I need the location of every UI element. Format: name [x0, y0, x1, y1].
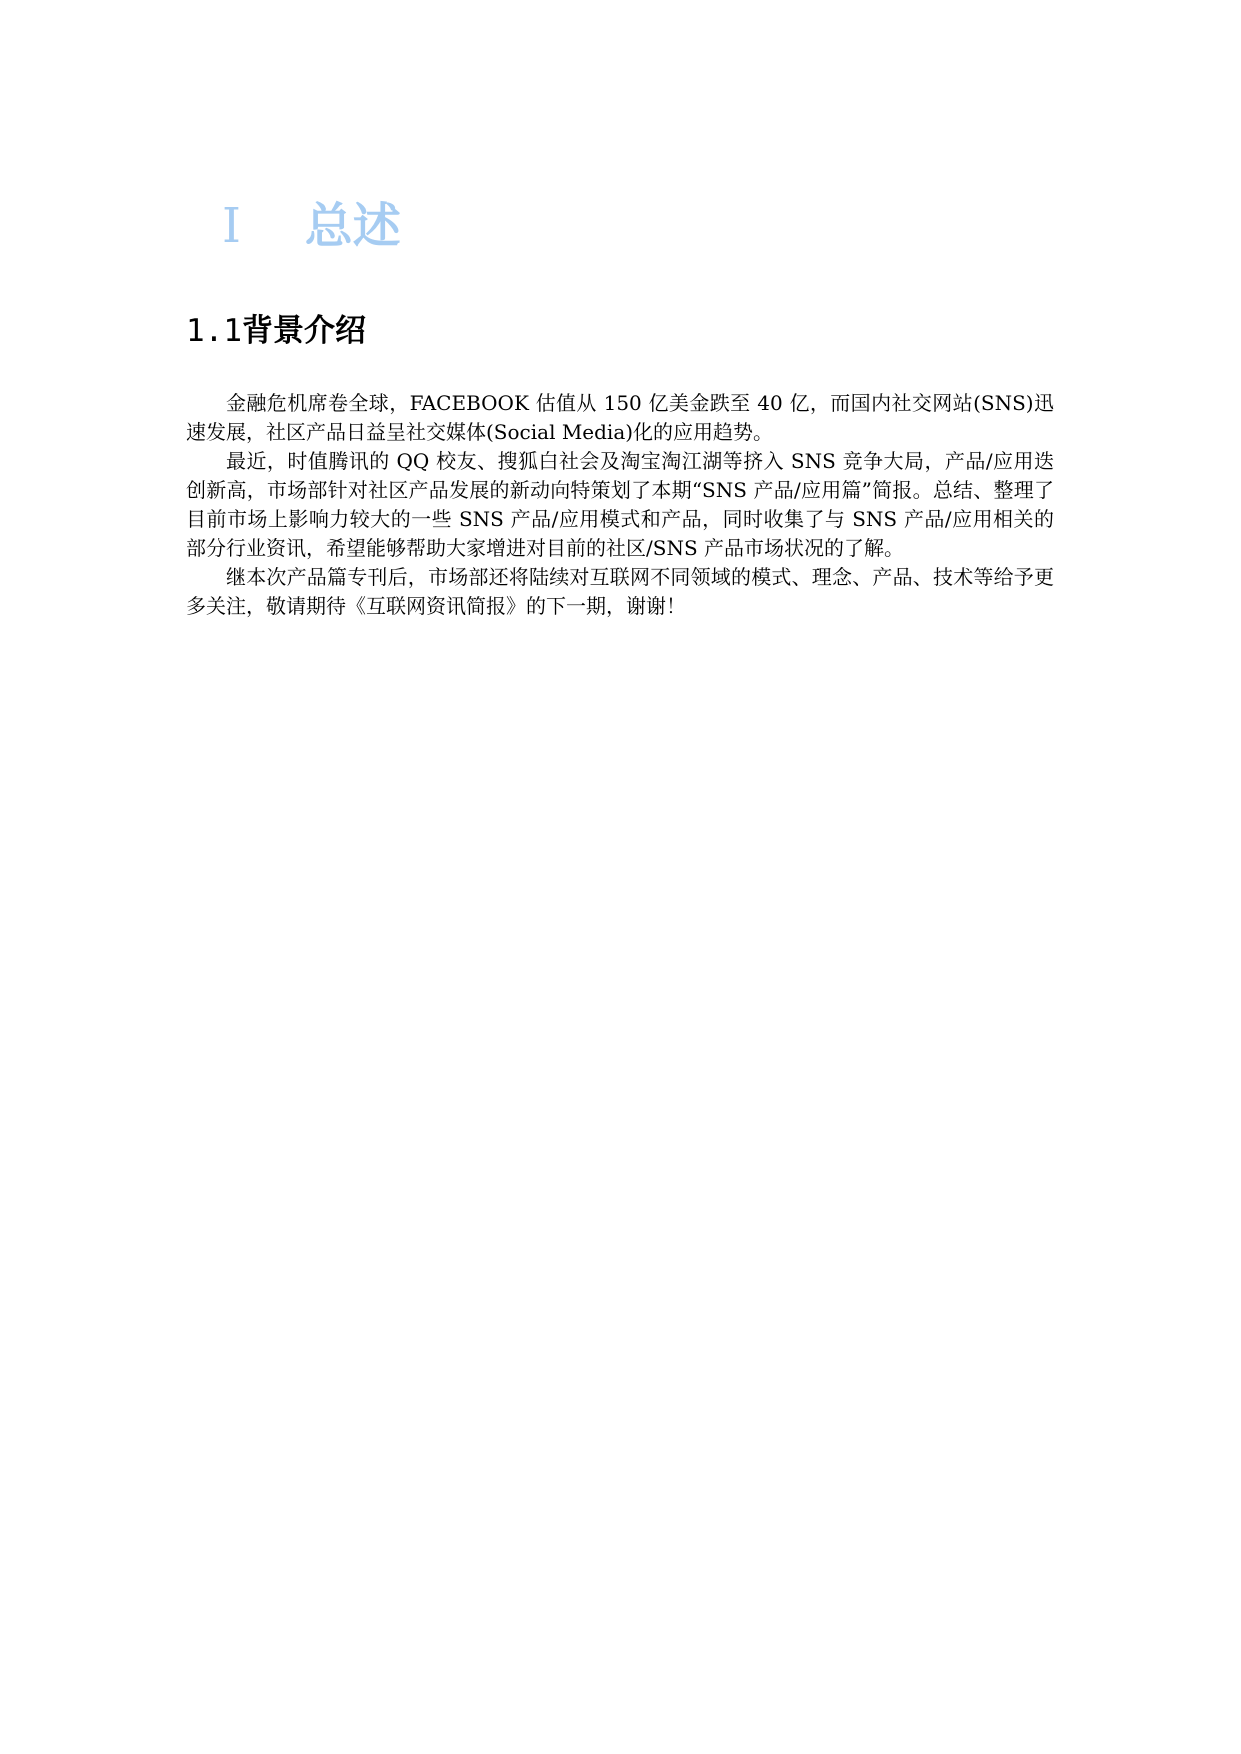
paragraph: 最近，时值腾讯的 QQ 校友、搜狐白社会及淘宝淘江湖等挤入 SNS 竞争大局，产品/应用迭创新高，市场部针对社区产品发展的新动向特策划了本期“SNS 产品/应用篇”简报。总结、整理了目前市场上影响力较大的一些 SNS 产品/应用模式和产品，同时收集了与 SNS 产品/应用相关的部分行业资讯，希望能够帮助大家增进对目前的社区/SNS 产品市场状况的了解。: [186, 449, 1054, 560]
chapter-title-text: 总述: [304, 198, 401, 254]
section-number: 1.1: [186, 313, 242, 349]
paragraph: 继本次产品篇专刊后，市场部还将陆续对互联网不同领域的模式、理念、产品、技术等给予更多关注，敬请期待《互联网资讯简报》的下一期，谢谢！: [186, 565, 1054, 618]
chapter-number: I: [222, 198, 241, 254]
section-heading: [186, 309, 366, 353]
paragraph: 金融危机席卷全球，FACEBOOK 估值从 150 亿美金跌至 40 亿，而国内社交网站(SNS)迅速发展，社区产品日益呈社交媒体(Social Media)化的应用趋势。: [186, 391, 1054, 444]
section-title-text: 背景介绍: [242, 313, 366, 349]
chapter-heading: [222, 196, 401, 256]
body-text: [186, 389, 1054, 621]
